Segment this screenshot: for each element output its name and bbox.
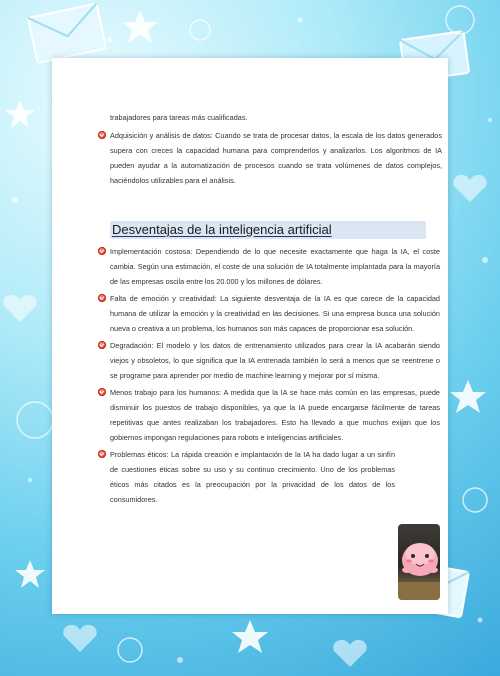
star-icon — [15, 560, 45, 588]
bullet-text: Implementación costosa: Dependiendo de lo que necesite exactamente que haga la IA, el coste cambia. Según una estimación, el coste de una solución de IA totalmente implantada para la mayoría de las empresas oscila entre los 20.000 y los millones de dólares. — [110, 247, 440, 286]
sparkle-icon — [118, 638, 142, 662]
pink-toy-photo — [398, 524, 440, 600]
star-icon — [5, 100, 35, 128]
intro-section — [110, 110, 442, 190]
star-icon — [122, 10, 158, 43]
list-item — [110, 244, 440, 289]
star-icon — [232, 620, 268, 653]
bullet-text: Falta de emoción y creatividad: La siguiente desventaja de la IA es que carece de la capacidad humana de utilizar la emoción y la creatividad en las decisiones. Si una empresa busca una solución nueva o creativa a un problema, los humanos son más capaces de proporcionar esa solución. — [110, 294, 440, 333]
section-heading: Desventajas de la inteligencia artificial — [110, 221, 426, 239]
list-item — [110, 291, 440, 336]
bullet-text: Menos trabajo para los humanos: A medida que la IA se hace más común en las empresas, puede disminuir los puestos de trabajo disponibles, ya que la IA puede encargarse fácilmente de tareas repetitivas que antes realizaban los trabajadores. Esto ha llevado a que muchos exijan que los gobiernos impongan regulaciones para robots e inteligencias artificiales. — [110, 388, 440, 442]
check-bullet-icon — [98, 131, 106, 139]
sparkle-icon — [463, 488, 487, 512]
sparkle-icon — [446, 6, 474, 34]
check-bullet-icon — [98, 247, 106, 255]
check-bullet-icon — [98, 450, 106, 458]
list-item — [110, 385, 440, 445]
list-item — [110, 338, 440, 383]
heart-icon — [3, 295, 36, 322]
check-bullet-icon — [98, 341, 106, 349]
bullet-text: Adquisición y análisis de datos: Cuando se trata de procesar datos, la escala de los datos generados supera con creces la capacidad humana para comprenderlos y analizarlos. Los algoritmos de IA pueden ayudar a la automatización de procesos cuando se trata volúmenes de datos complejos, haciéndolos utilizables para el análisis. — [110, 131, 442, 185]
check-bullet-icon — [98, 388, 106, 396]
check-bullet-icon — [98, 294, 106, 302]
list-item — [110, 128, 442, 188]
continuation-text: trabajadores para tareas más cualificadas. — [110, 113, 248, 122]
pink-toy-image — [398, 524, 440, 600]
heart-icon — [453, 175, 486, 202]
bullet-text: Problemas éticos: La rápida creación e implantación de la IA ha dado lugar a un sinfín de cuestiones éticas sobre su uso y su continuo crecimiento. Uno de los problemas éticos más citados es la preocupación por la privacidad de los datos de los consumidores. — [110, 450, 395, 504]
sparkle-icon — [190, 20, 210, 40]
disadvantages-list — [110, 244, 440, 509]
envelope-icon — [28, 3, 106, 63]
heart-icon — [333, 640, 366, 667]
star-icon — [450, 380, 486, 413]
sparkle-icon — [17, 402, 53, 438]
heart-icon — [63, 625, 96, 652]
bullet-text: Degradación: El modelo y los datos de entrenamiento utilizados para crear la IA acabarán siendo viejos y obsoletos, lo que significa que la IA entrenada también lo será a menos que se reentrene o se programe para aprender por medio de machine learning y mejorar por sí misma. — [110, 341, 440, 380]
document-page — [52, 58, 448, 614]
list-item — [110, 447, 395, 507]
